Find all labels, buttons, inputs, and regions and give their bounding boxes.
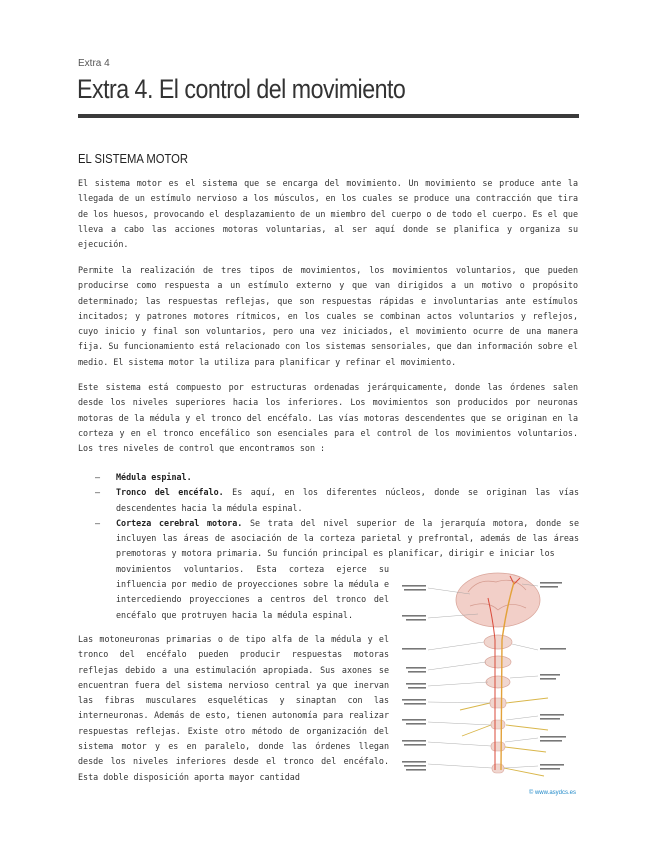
spinal-segment (492, 764, 504, 773)
peripheral-nerves (460, 698, 548, 776)
list-item-corteza (78, 516, 579, 623)
medulla-slice (486, 676, 510, 688)
chapter-kicker: Extra 4 (78, 58, 110, 69)
list-text: Se trata del nivel superior de la jerarquía motora, donde se incluyen las áreas de asociación de la corteza parietal y prefrontal, además de las áreas premotoras y motora primaria. Su función principal es planificar, dirigir e iniciar los (116, 517, 579, 559)
spinal-segment (490, 698, 506, 708)
motor-pathways-illustration (398, 570, 580, 795)
title-divider (78, 114, 579, 118)
figure-credit: © www.asydcs.es (528, 790, 576, 796)
midbrain-slice (484, 635, 512, 649)
list-term: Corteza cerebral motora. (116, 517, 243, 528)
paragraph-1: El sistema motor es el sistema que se encarga del movimiento. Un movimiento se produce ante la llegada de un estímulo nervioso a los músculos, en los cuales se produce una contracción que tira de los huesos, provocando el desplazamiento de un miembro del cuerpo o de todo el cuerpo. Es el que lleva a cabo las acciones motoras voluntarias, al ser aquí donde se planifica y organiza su ejecución. (78, 178, 578, 250)
list-term: Tronco del encéfalo. (116, 487, 224, 498)
section-heading: EL SISTEMA MOTOR (78, 152, 189, 166)
paragraph-2: Permite la realización de tres tipos de movimientos, los movimientos voluntarios, que pueden producirse como respuesta a un estímulo externo y que van dirigidos a un motivo o propósito determinado; las respuestas reflejas, que son respuestas rápidas e involuntarias ante estímulos incitados; y patrones motores rítmicos, en los cuales se combinan actos voluntarios y reflejos, cuyo inicio y final son voluntarios, pero una vez iniciados, el movimiento ocurre de una manera fija. Su funcionamiento está relacionado con los sistemas sensoriales, que dan información sobre el medio. El sistema motor la utiliza para planificar y refinar el movimiento. (78, 265, 578, 367)
spinal-segment (491, 742, 505, 751)
list-text: Es aquí, en los diferentes núcleos, donde se originan las vías descendentes hacia la médula espinal. (116, 487, 579, 513)
list-item-tronco (78, 485, 579, 516)
list-term: Médula espinal. (116, 472, 192, 482)
spinal-segment (491, 720, 505, 729)
page-title: Extra 4. El control del movimiento (77, 74, 406, 104)
list-text-full (116, 516, 579, 562)
paragraph-3: Este sistema está compuesto por estructuras ordenadas jerárquicamente, donde las órdenes salen desde los niveles superiores hacia los inferiores. Los movimientos son producidos por neuronas motoras de la médula y el tronco del encéfalo. Las vías motoras descendentes que se originan en la corteza y en el tronco encefálico son esenciales para el control de los movimientos voluntarios. Los tres niveles de control que encontramos son : (78, 382, 578, 454)
paragraph-4: Las motoneuronas primarias o de tipo alfa de la médula y el tronco del encéfalo pueden producir respuestas motoras reflejas debido a una estimulación apropiada. Sus axones se encuentran fuera del sistema nervioso central ya que inervan las fibras musculares esqueléticas y sinaptan con las interneuronas. Además de esto, tienen autonomía para realizar respuestas reflejas. Existe otro método de organización del sistema motor y es en paralelo, donde las órdenes llegan desde los niveles inferiores desde el tronco del encéfalo. Esta doble disposición aporta mayor cantidad (78, 634, 389, 782)
pons-slice (485, 656, 511, 668)
motor-pathways-figure (398, 570, 580, 795)
list-item-medula (78, 470, 579, 485)
list-text-narrow: movimientos voluntarios. Esta corteza ejerce su influencia por medio de proyecciones sobre la médula e intercediendo proyecciones a centros del tronco del encéfalo que protruyen hacia la médula espinal. (116, 563, 389, 620)
